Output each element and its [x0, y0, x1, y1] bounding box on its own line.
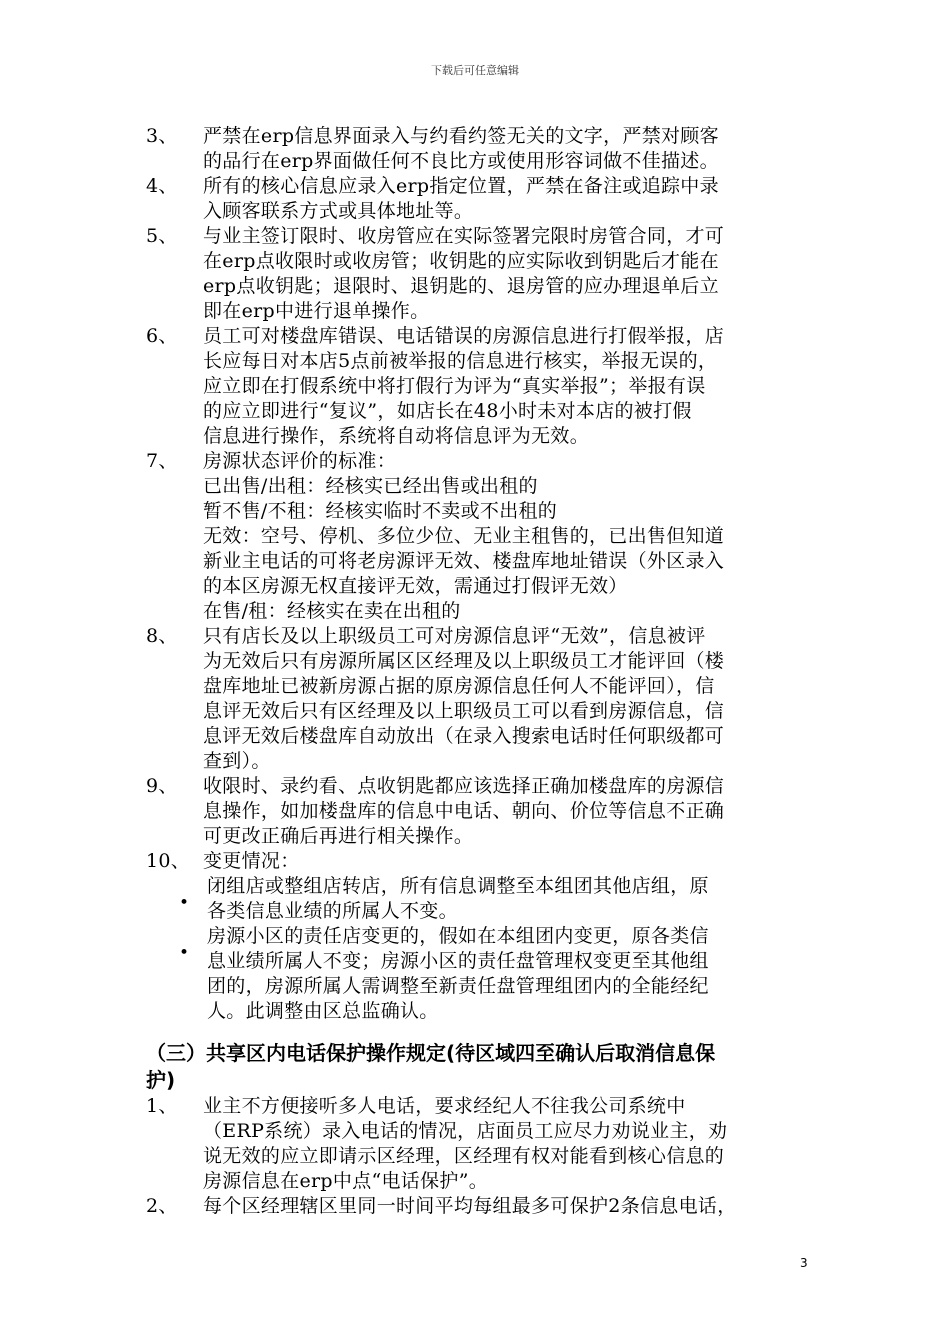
item-text: 只有店长及以上职级员工可对房源信息评“无效”，信息被评 [203, 625, 706, 647]
item-text: 新业主电话的可将老房源评无效、楼盘库地址错误（外区录入 [203, 550, 725, 572]
item-number: 9、 [146, 775, 178, 797]
item-text: 长应每日对本店5点前被举报的信息进行核实，举报无误的， [203, 350, 718, 372]
bullet-icon: • [179, 943, 190, 963]
bullet-icon: • [179, 893, 190, 913]
item-number: 4、 [146, 175, 178, 197]
item-text: 的本区房源无权直接评无效，需通过打假评无效） [203, 575, 628, 597]
item-text: 无效：空号、停机、多位少位、无业主租售的，已出售但知道 [203, 525, 725, 547]
section-heading: 护) [146, 1068, 176, 1092]
bullet-text: 人。此调整由区总监确认。 [207, 1000, 439, 1022]
item-number: 8、 [146, 625, 178, 647]
bullet-text: 各类信息业绩的所属人不变。 [207, 900, 458, 922]
list-item [146, 449, 814, 624]
item-text: 在售/租：经核实在卖在出租的 [203, 600, 461, 622]
item-text: 严禁在erp信息界面录入与约看约签无关的文字，严禁对顾客 [203, 125, 719, 147]
item-text: 在erp点收限时或收房管；收钥匙的应实际收到钥匙后才能在 [203, 250, 719, 272]
item-text: 应立即在打假系统中将打假行为评为“真实举报”；举报有误 [203, 375, 706, 397]
item-text: 员工可对楼盘库错误、电话错误的房源信息进行打假举报，店 [203, 325, 725, 347]
item-text: 入顾客联系方式或具体地址等。 [203, 200, 474, 222]
item-text: 所有的核心信息应录入erp指定位置，严禁在备注或追踪中录 [203, 175, 719, 197]
item-number: 7、 [146, 450, 178, 472]
item-text: 与业主签订限时、收房管应在实际签署完限时房管合同，才可 [203, 225, 725, 247]
list-item [146, 124, 814, 174]
item-number: 1、 [146, 1095, 178, 1117]
item-text: （ERP系统）录入电话的情况，店面员工应尽力劝说业主，劝 [203, 1120, 728, 1142]
item-text: 说无效的应立即请示区经理，区经理有权对能看到核心信息的 [203, 1145, 725, 1167]
list-item [146, 774, 814, 849]
list-item [146, 849, 814, 874]
bullet-item [146, 874, 814, 924]
item-text: 每个区经理辖区里同一时间平均每组最多可保护2条信息电话， [203, 1195, 737, 1217]
item-text: 可更改正确后再进行相关操作。 [203, 825, 474, 847]
item-number: 6、 [146, 325, 178, 347]
item-text: 息评无效后楼盘库自动放出（在录入搜索电话时任何职级都可 [203, 725, 725, 747]
item-text: 收限时、录约看、点收钥匙都应该选择正确加楼盘库的房源信 [203, 775, 725, 797]
item-text: 息操作，如加楼盘库的信息中电话、朝向、价位等信息不正确 [203, 800, 725, 822]
list-item [146, 224, 814, 324]
list-item [146, 1094, 814, 1194]
item-text: 盘库地址已被新房源占据的原房源信息任何人不能评回），信 [203, 675, 715, 697]
page-number: 3 [800, 1256, 808, 1270]
item-text: 房源信息在erp中点“电话保护”。 [203, 1170, 489, 1192]
list-item [146, 624, 814, 774]
item-text: 即在erp中进行退单操作。 [203, 300, 430, 322]
item-text: 暂不售/不租：经核实临时不卖或不出租的 [203, 500, 558, 522]
page-header: 下载后可任意编辑 [431, 64, 519, 77]
document-body [146, 124, 814, 1219]
bullet-text: 息业绩所属人不变；房源小区的责任盘管理权变更至其他组 [207, 950, 709, 972]
item-number: 5、 [146, 225, 178, 247]
bullet-text: 闭组店或整组店转店，所有信息调整至本组团其他店组，原 [207, 875, 709, 897]
list-item [146, 1194, 814, 1219]
item-number: 10、 [146, 850, 191, 872]
item-text: 变更情况： [203, 850, 300, 872]
item-text: 的应立即进行“复议”，如店长在48小时未对本店的被打假 [203, 400, 692, 422]
item-text: 的品行在erp界面做任何不良比方或使用形容词做不佳描述。 [203, 150, 719, 172]
list-item [146, 324, 814, 449]
item-number: 2、 [146, 1195, 178, 1217]
item-text: 房源状态评价的标准： [203, 450, 397, 472]
bullet-text: 房源小区的责任店变更的，假如在本组团内变更，原各类信 [207, 925, 709, 947]
bullet-text: 团的，房源所属人需调整至新责任盘管理组团内的全能经纪 [207, 975, 709, 997]
section-heading: （三）共享区内电话保护操作规定(待区域四至确认后取消信息保 [146, 1041, 716, 1065]
item-text: 已出售/出租：经核实已经出售或出租的 [203, 475, 538, 497]
list-item [146, 174, 814, 224]
item-text: 为无效后只有房源所属区区经理及以上职级员工才能评回（楼 [203, 650, 725, 672]
item-text: erp点收钥匙；退限时、退钥匙的、退房管的应办理退单后立 [203, 275, 719, 297]
bullet-item [146, 924, 814, 1024]
item-text: 业主不方便接听多人电话，要求经纪人不往我公司系统中 [203, 1095, 686, 1117]
item-number: 3、 [146, 125, 178, 147]
item-text: 息评无效后只有区经理及以上职级员工可以看到房源信息，信 [203, 700, 725, 722]
item-text: 信息进行操作，系统将自动将信息评为无效。 [203, 425, 590, 447]
item-text: 查到）。 [203, 750, 271, 772]
